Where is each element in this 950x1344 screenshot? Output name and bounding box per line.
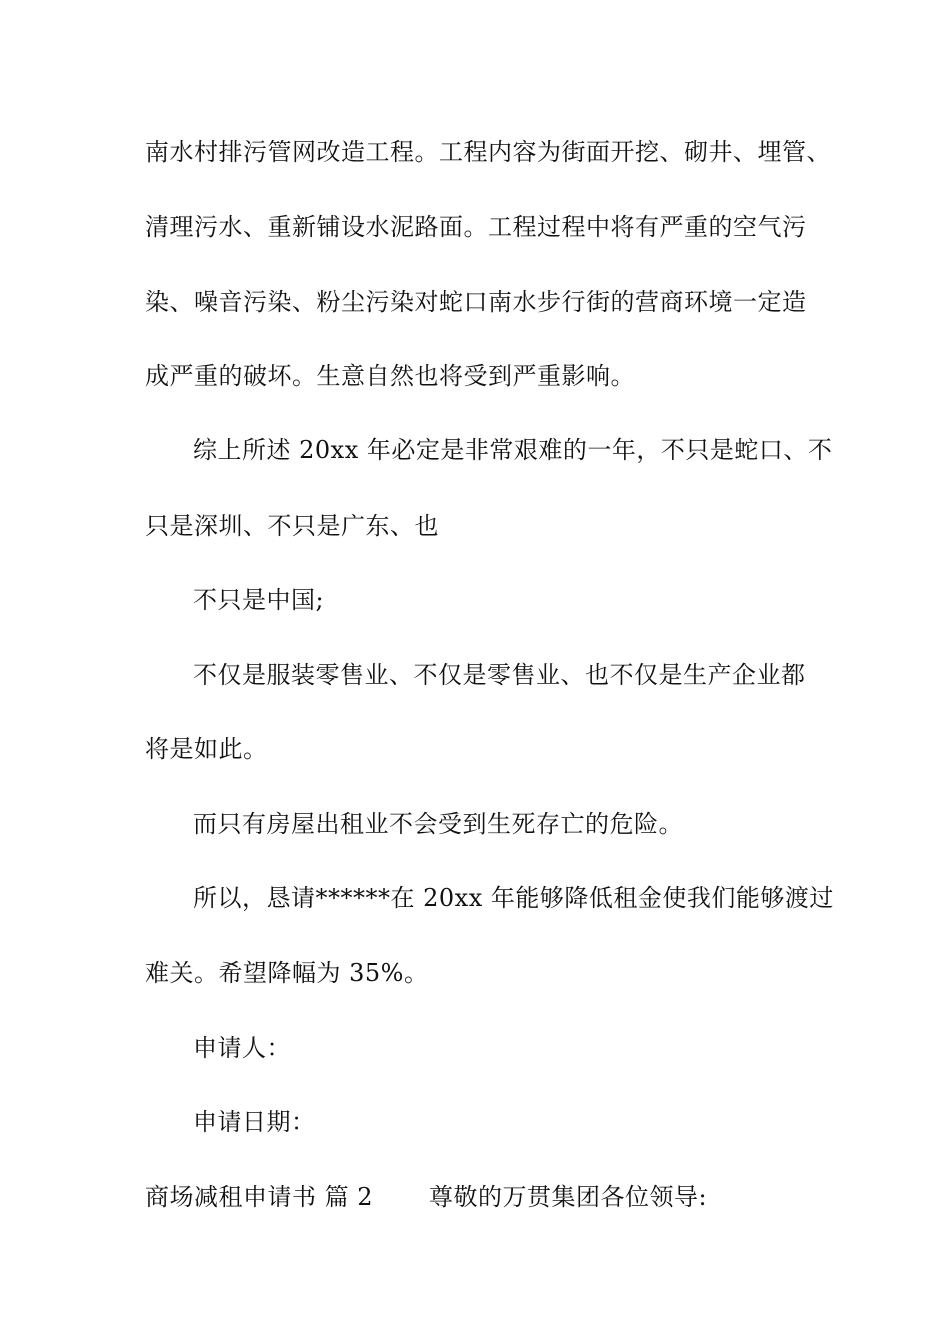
application-date-label: 申请日期：: [193, 1108, 316, 1136]
body-text-line: 南水村排污管网改造工程。工程内容为街面开挖、砌井、埋管、: [145, 138, 831, 166]
paragraph-start-line: 综上所述 20xx 年必定是非常艰难的一年，不只是蛇口、不: [193, 436, 833, 464]
paragraph-start-line: 不只是中国;: [193, 586, 325, 614]
body-text-line: 只是深圳、不只是广东、也: [145, 512, 439, 540]
body-text-line: 难关。希望降幅为 35%。: [145, 959, 429, 987]
paragraph-start-line: 而只有房屋出租业不会受到生死存亡的危险。: [193, 810, 683, 838]
body-text-line: 清理污水、重新铺设水泥路面。工程过程中将有严重的空气污: [145, 213, 807, 241]
paragraph-start-line: 不仅是服装零售业、不仅是零售业、也不仅是生产企业都: [193, 661, 806, 689]
section-title: 商场减租申请书 篇 2: [145, 1183, 374, 1211]
paragraph-start-line: 所以，恳请******在 20xx 年能够降低租金使我们能够渡过: [193, 884, 834, 912]
section-heading-line: [145, 1182, 707, 1212]
body-text-line: 将是如此。: [145, 735, 268, 763]
applicant-label: 申请人：: [193, 1034, 291, 1062]
salutation: 尊敬的万贯集团各位领导:: [429, 1183, 708, 1211]
body-text-line: 染、噪音污染、粉尘污染对蛇口南水步行街的营商环境一定造: [145, 288, 807, 316]
body-text-line: 成严重的破坏。生意自然也将受到严重影响。: [145, 362, 635, 390]
